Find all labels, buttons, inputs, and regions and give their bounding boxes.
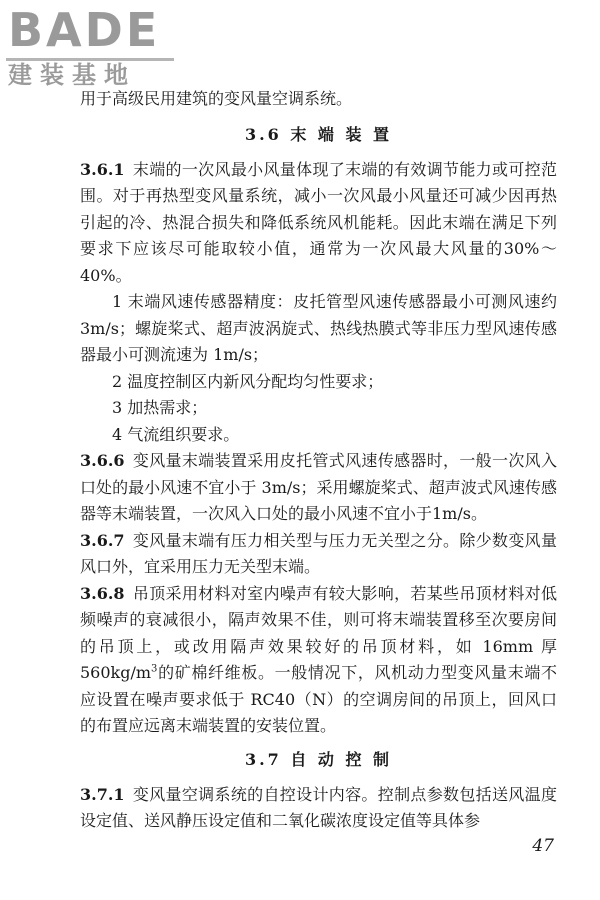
clause-3-6-7 xyxy=(80,528,557,581)
clause-text: 变风量末端有压力相关型与压力无关型之分。除少数变风量风口外，宜采用压力无关型末端。 xyxy=(80,530,557,576)
section-heading-3-6: 3.6 末 端 装 置 xyxy=(244,124,393,144)
list-item: 3 加热需求； xyxy=(112,398,208,417)
clause-number: 3.7.1 xyxy=(80,784,125,804)
logo xyxy=(6,3,178,89)
clause-3-6-6 xyxy=(80,448,557,528)
clause-number: 3.6.8 xyxy=(80,583,125,603)
clause-3-6-8 xyxy=(80,581,557,740)
list-item: 1 末端风速传感器精度：皮托管型风速传感器最小可测风速约 3m/s；螺旋桨式、超声波涡旋式、热线热膜式等非压力型风速传感器最小可测流速为 1m/s； xyxy=(80,292,557,364)
clause-text-cont: 的矿棉纤维板。一般情况下，风机动力型变风量末端不应设置在噪声要求低于 RC40（N）的空调房间的吊顶上，回风口的布置应远离末端装置的安装位置。 xyxy=(80,663,557,735)
clause-3-7-1 xyxy=(80,782,557,835)
page-number: 47 xyxy=(532,836,554,856)
clause-number: 3.6.6 xyxy=(80,451,125,470)
document-body xyxy=(80,86,557,835)
logo-brand: BADE xyxy=(8,3,161,57)
clause-text: 变风量空调系统的自控设计内容。控制点参数包括送风温度设定值、送风静压设定值和二氧化碳浓度设定值等具体参 xyxy=(80,784,557,830)
list-item: 2 温度控制区内新风分配均匀性要求； xyxy=(112,371,384,391)
intro-line: 用于高级民用建筑的变风量空调系统。 xyxy=(80,89,353,108)
list-item: 4 气流组织要求。 xyxy=(112,424,240,444)
clause-text: 吊顶采用材料对室内噪声有较大影响，若某些吊顶材料对低频噪声的衰减很小，隔声效果不佳，则可将末端装置移至次要房间的吊顶上，或改用隔声效果较好的吊顶材料，如 16mm 厚 560kg/m xyxy=(80,583,557,682)
clause-number: 3.6.1 xyxy=(80,159,125,179)
superscript: 3 xyxy=(151,663,158,675)
section-heading-3-7: 3.7 自 动 控 制 xyxy=(244,749,393,769)
clause-text: 末端的一次风最小风量体现了末端的有效调节能力或可控范围。对于再热型变风量系统，减小一次风最小风量还可减少因再热引起的冷、热混合损失和降低系统风机能耗。因此末端在满足下列要求下应该尽可能取较小值，通常为一次风最大风量的30%～40%。 xyxy=(80,159,557,285)
logo-subtitle: 建装基地 xyxy=(8,61,136,89)
clause-3-6-1 xyxy=(80,157,557,290)
clause-text: 变风量末端装置采用皮托管式风速传感器时，一般一次风入口处的最小风速不宜小于 3m/s；采用螺旋桨式、超声波式风速传感器等末端装置，一次风入口处的最小风速不宜小于1m/s。 xyxy=(80,451,557,523)
clause-number: 3.6.7 xyxy=(80,530,125,550)
